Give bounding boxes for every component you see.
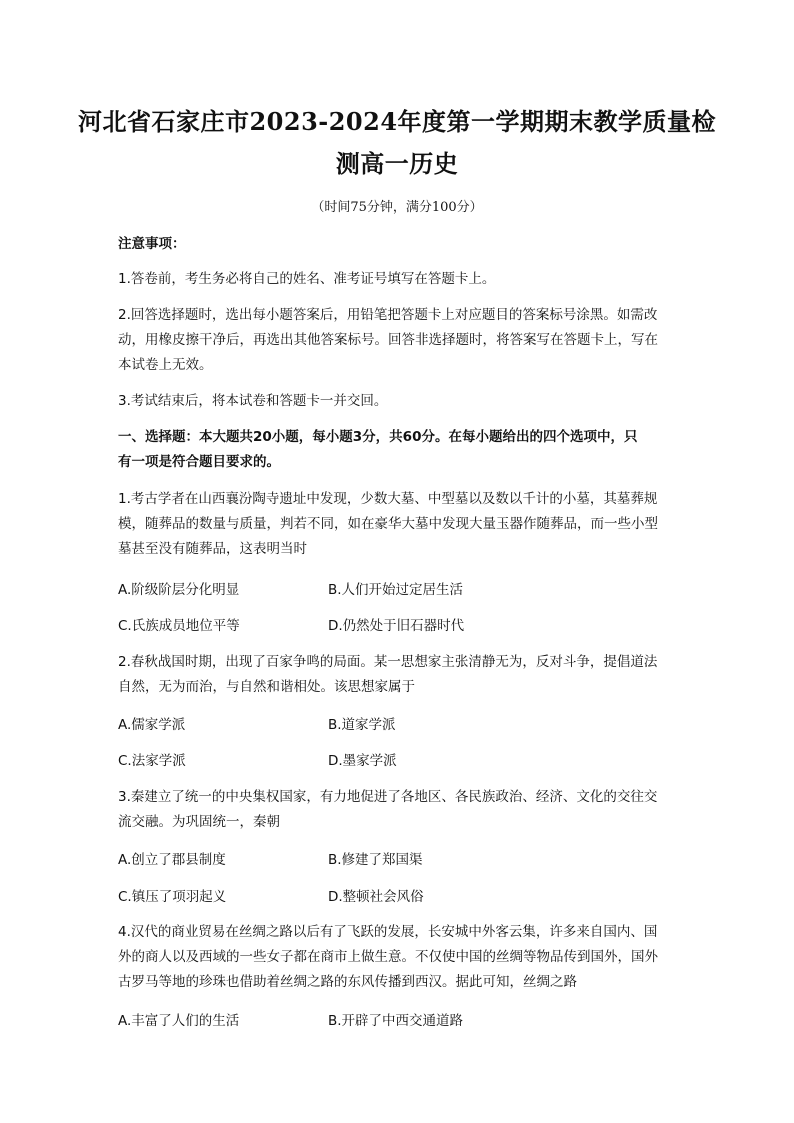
notes-item-3: 3.考试结束后，将本试卷和答题卡一并交回。 xyxy=(118,393,388,409)
question-2-option-d: D.墨家学派 xyxy=(328,753,397,769)
question-2-option-a: A.儒家学派 xyxy=(118,717,186,733)
question-3-line-2: 流交融。为巩固统一，秦朝 xyxy=(118,814,280,830)
question-3-option-d: D.整顿社会风俗 xyxy=(328,889,424,905)
question-3-line-1: 3.秦建立了统一的中央集权国家，有力地促进了各地区、各民族政治、经济、文化的交往交 xyxy=(118,789,658,805)
question-3-option-a: A.创立了郡县制度 xyxy=(118,852,226,868)
question-3-option-c: C.镇压了项羽起义 xyxy=(118,889,227,905)
notes-item-1: 1.答卷前，考生务必将自己的姓名、准考证号填写在答题卡上。 xyxy=(118,271,496,287)
notes-heading: 注意事项： xyxy=(118,236,186,252)
question-2-option-c: C.法家学派 xyxy=(118,753,186,769)
question-1-line-3: 墓甚至没有随葬品，这表明当时 xyxy=(118,541,307,557)
exam-subtitle: （时间75分钟，满分100分） xyxy=(311,200,483,215)
exam-title-line-2: 测高一历史 xyxy=(335,149,459,178)
exam-title-line-1: 河北省石家庄市2023-2024年度第一学期期末教学质量检 xyxy=(77,107,717,136)
question-1-line-1: 1.考古学者在山西襄汾陶寺遗址中发现，少数大墓、中型墓以及数以千计的小墓，其墓葬规 xyxy=(118,491,658,507)
question-1-option-d: D.仍然处于旧石器时代 xyxy=(328,618,465,634)
notes-item-2-line-2: 动，用橡皮擦干净后，再选出其他答案标号。回答非选择题时，将答案写在答题卡上，写在 xyxy=(118,332,658,348)
question-1-option-c: C.氏族成员地位平等 xyxy=(118,618,240,634)
question-4-option-a: A.丰富了人们的生活 xyxy=(118,1013,240,1029)
question-2-line-2: 自然，无为而治，与自然和谐相处。该思想家属于 xyxy=(118,679,415,695)
question-1-option-b: B.人们开始过定居生活 xyxy=(328,582,464,598)
notes-item-2-line-3: 本试卷上无效。 xyxy=(118,357,213,373)
question-4-option-b: B.开辟了中西交通道路 xyxy=(328,1013,464,1029)
question-1-option-a: A.阶级阶层分化明显 xyxy=(118,582,240,598)
question-2-line-1: 2.春秋战国时期，出现了百家争鸣的局面。某一思想家主张清静无为，反对斗争，提倡道法 xyxy=(118,654,658,670)
question-2-option-b: B.道家学派 xyxy=(328,717,396,733)
question-3-option-b: B.修建了郑国渠 xyxy=(328,852,423,868)
section-1-header-line-1: 一、选择题：本大题共20小题，每小题3分，共60分。在每小题给出的四个选项中，只 xyxy=(118,429,638,445)
notes-item-2-line-1: 2.回答选择题时，选出每小题答案后，用铅笔把答题卡上对应题目的答案标号涂黑。如需改 xyxy=(118,307,658,323)
question-4-line-3: 古罗马等地的珍珠也借助着丝绸之路的东风传播到西汉。据此可知，丝绸之路 xyxy=(118,974,577,990)
section-1-header-line-2: 有一项是符合题目要求的。 xyxy=(118,454,280,470)
question-4-line-1: 4.汉代的商业贸易在丝绸之路以后有了飞跃的发展，长安城中外客云集，许多来自国内、国 xyxy=(118,924,658,940)
question-4-line-2: 外的商人以及西域的一些女子都在商市上做生意。不仅使中国的丝绸等物品传到国外，国外 xyxy=(118,949,658,965)
question-1-line-2: 模，随葬品的数量与质量，判若不同，如在豪华大墓中发现大量玉器作随葬品，而一些小型 xyxy=(118,516,658,532)
